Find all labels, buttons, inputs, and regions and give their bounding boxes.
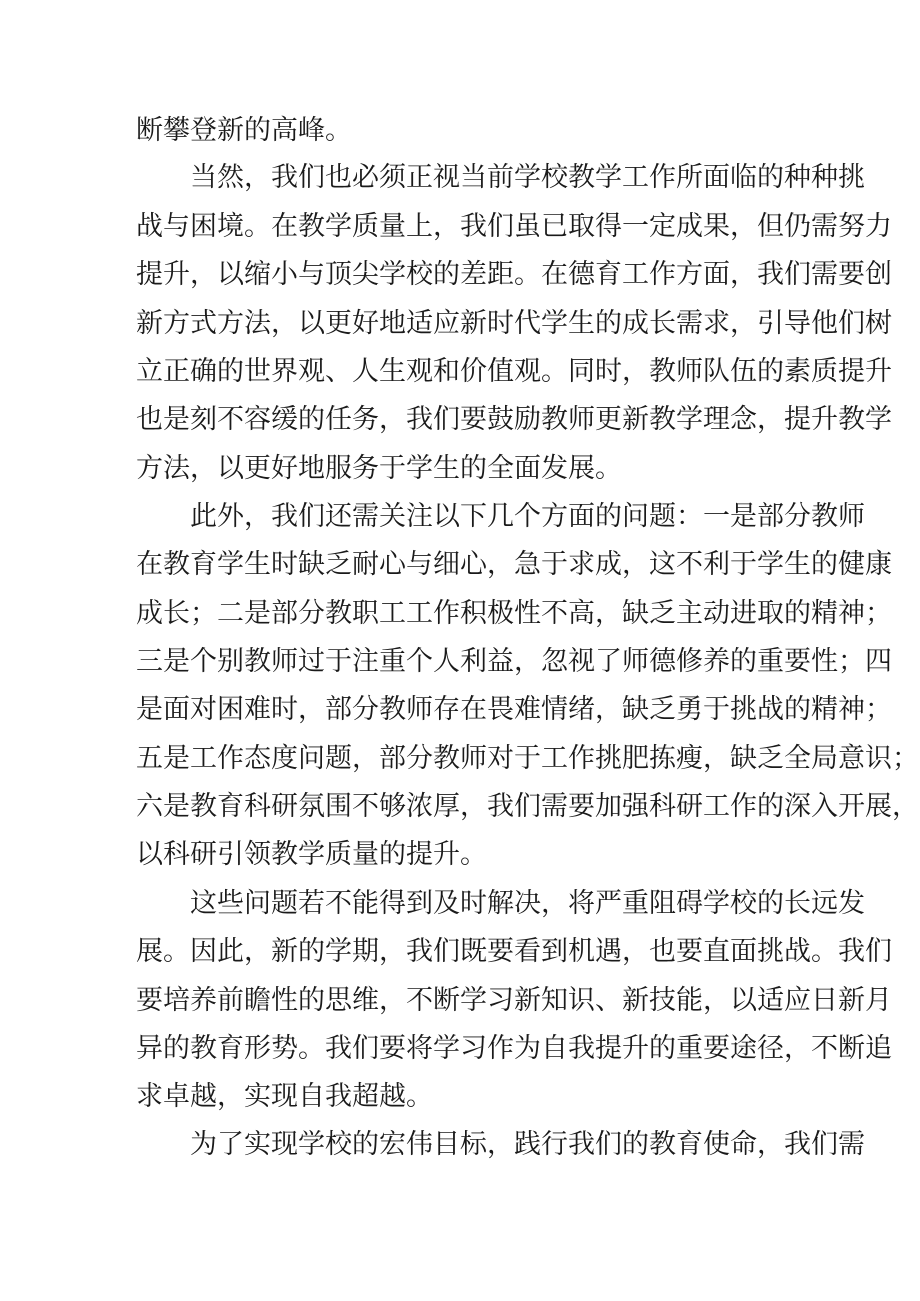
text-line: 展。因此，新的学期，我们既要看到机遇，也要直面挑战。我们	[136, 936, 892, 967]
text-line: 以科研引领教学质量的提升。	[136, 839, 487, 870]
text-line: 异的教育形势。我们要将学习作为自我提升的重要途径，不断追	[136, 1033, 892, 1064]
text-line: 立正确的世界观、人生观和价值观。同时，教师队伍的素质提升	[136, 356, 892, 387]
text-line: 五是工作态度问题，部分教师对于工作挑肥拣瘦，缺乏全局意识；	[136, 743, 919, 774]
text-line: 求卓越，实现自我超越。	[136, 1081, 433, 1112]
text-line: 是面对困难时，部分教师存在畏难情绪，缺乏勇于挑战的精神；	[136, 694, 892, 725]
text-line: 也是刻不容缓的任务，我们要鼓励教师更新教学理念，提升教学	[136, 404, 892, 435]
text-line: 这些问题若不能得到及时解决，将严重阻碍学校的长远发	[190, 888, 865, 919]
text-line: 六是教育科研氛围不够浓厚，我们需要加强科研工作的深入开展，	[136, 791, 919, 822]
text-line: 新方式方法，以更好地适应新时代学生的成长需求，引导他们树	[136, 308, 892, 339]
text-line: 三是个别教师过于注重个人利益，忽视了师德修养的重要性；四	[136, 646, 892, 677]
text-line: 断攀登新的高峰。	[136, 115, 352, 146]
text-line: 在教育学生时缺乏耐心与细心，急于求成，这不利于学生的健康	[136, 549, 892, 580]
text-line: 此外，我们还需关注以下几个方面的问题：一是部分教师	[190, 501, 865, 532]
text-line: 为了实现学校的宏伟目标，践行我们的教育使命，我们需	[190, 1129, 865, 1160]
text-line: 要培养前瞻性的思维，不断学习新知识、新技能，以适应日新月	[136, 985, 892, 1016]
text-line: 提升，以缩小与顶尖学校的差距。在德育工作方面，我们需要创	[136, 259, 892, 290]
text-line: 战与困境。在教学质量上，我们虽已取得一定成果，但仍需努力	[136, 211, 892, 242]
text-line: 当然，我们也必须正视当前学校教学工作所面临的种种挑	[190, 162, 865, 193]
text-line: 成长；二是部分教职工工作积极性不高，缺乏主动进取的精神；	[136, 598, 892, 629]
text-line: 方法，以更好地服务于学生的全面发展。	[136, 453, 622, 484]
